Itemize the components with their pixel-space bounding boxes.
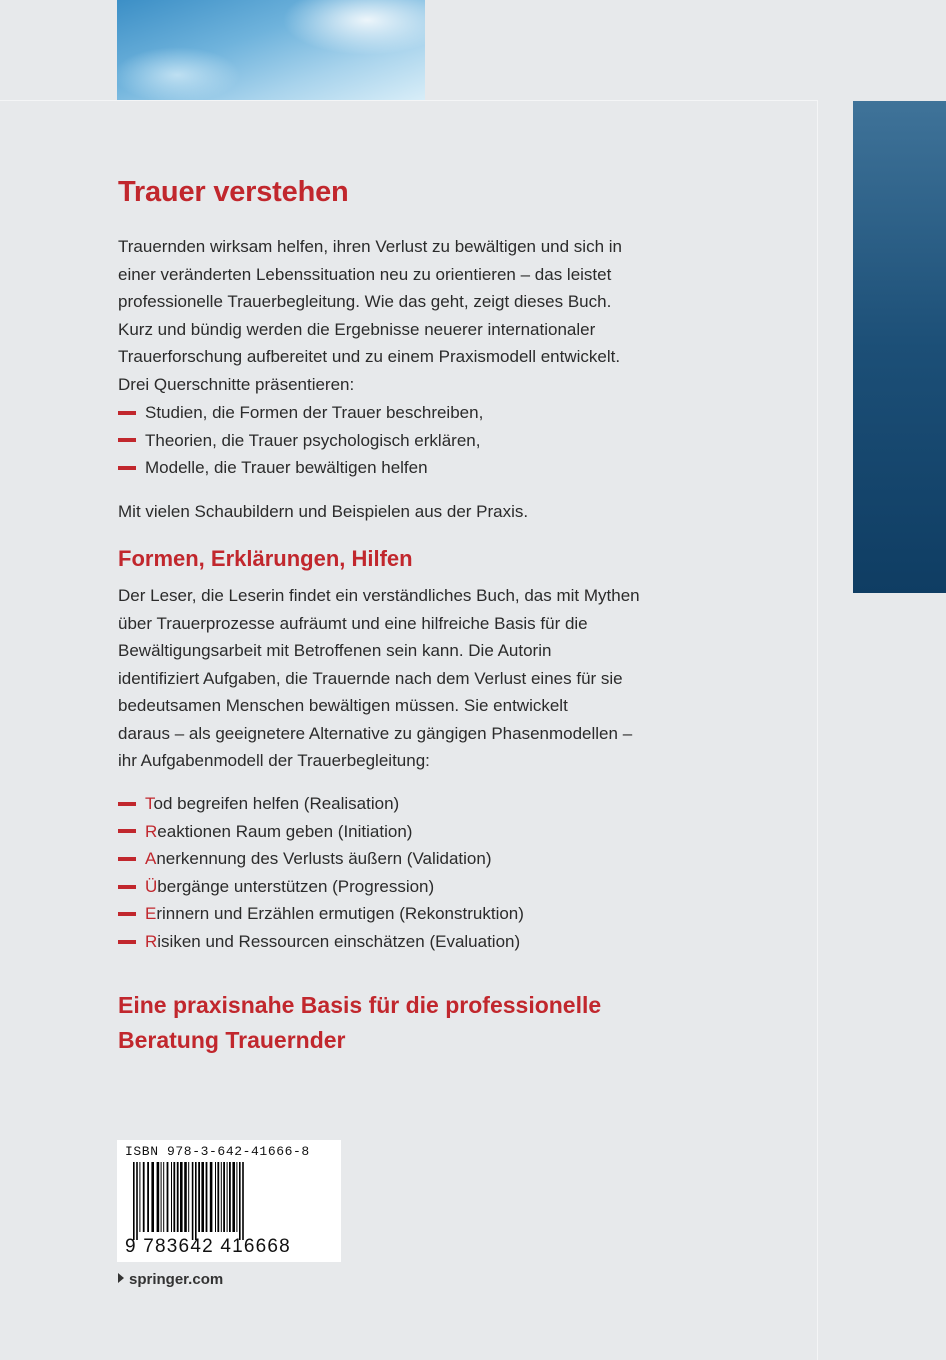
list-item: Risiken und Ressourcen einschätzen (Evaluation) — [118, 928, 524, 956]
barcode-bar — [171, 1162, 172, 1232]
list-item: Erinnern und Erzählen ermutigen (Rekonstruktion) — [118, 900, 524, 928]
barcode-bar — [147, 1162, 149, 1232]
play-arrow-icon — [118, 1273, 124, 1283]
schaubilder-note: Mit vielen Schaubildern und Beispielen aus der Praxis. — [118, 502, 529, 521]
list-item: Anerkennung des Verlusts äußern (Validation) — [118, 845, 524, 873]
barcode-bar — [232, 1162, 235, 1232]
aufgabenmodell-list — [118, 790, 524, 956]
barcode-bar — [188, 1162, 189, 1232]
body-line: Bewältigungsarbeit mit Betroffenen sein kann. Die Autorin — [118, 641, 552, 660]
heading-formen-erklaerungen-hilfen: Formen, Erklärungen, Hilfen — [118, 546, 413, 571]
barcode-bar — [167, 1162, 169, 1232]
barcode-bar — [236, 1162, 237, 1232]
list-item: Studien, die Formen der Trauer beschreiben, — [118, 399, 483, 427]
barcode-bar — [198, 1162, 200, 1232]
intro-line: professionelle Trauerbegleitung. Wie das geht, zeigt dieses Buch. — [118, 292, 612, 311]
spine-color-band — [853, 101, 946, 593]
barcode-bar — [242, 1162, 244, 1240]
list-item: Theorien, die Trauer psychologisch erklären, — [118, 427, 483, 455]
list-item: Tod begreifen helfen (Realisation) — [118, 790, 524, 818]
barcode-bar — [133, 1162, 135, 1240]
isbn-barcode — [117, 1140, 341, 1262]
barcode-bar — [163, 1162, 164, 1232]
frame-line-horizontal — [0, 100, 818, 101]
intro-line: Drei Querschnitte präsentieren: — [118, 374, 355, 394]
dash-bullet-icon — [118, 802, 136, 806]
barcode-bar — [239, 1162, 241, 1240]
dash-bullet-icon — [118, 940, 136, 944]
intro-line: einer veränderten Lebenssituation neu zu orientieren – das leistet — [118, 264, 612, 284]
list-item: Modelle, die Trauer bewältigen helfen — [118, 454, 483, 482]
list-item: Reaktionen Raum geben (Initiation) — [118, 818, 524, 846]
frame-line-vertical — [817, 100, 818, 1360]
barcode-bar — [157, 1162, 160, 1232]
barcode-bar — [180, 1162, 183, 1232]
barcode-bars — [133, 1162, 323, 1240]
dash-bullet-icon — [118, 857, 136, 861]
body-line: Der Leser, die Leserin findet ein verständliches Buch, das mit Mythen — [118, 586, 640, 605]
barcode-bar — [151, 1162, 154, 1232]
isbn-digits: 9 783642 416668 — [125, 1236, 291, 1257]
intro-paragraph — [118, 233, 678, 398]
isbn-label: ISBN 978-3-642-41666-8 — [125, 1144, 310, 1159]
barcode-bar — [229, 1162, 231, 1232]
barcode-bar — [221, 1162, 222, 1232]
heading-line: Beratung Trauernder — [118, 1027, 346, 1053]
cover-wave-image — [117, 0, 425, 101]
barcode-bar — [143, 1162, 145, 1232]
heading-trauer-verstehen: Trauer verstehen — [118, 176, 349, 208]
dash-bullet-icon — [118, 466, 136, 470]
dash-bullet-icon — [118, 438, 136, 442]
barcode-bar — [184, 1162, 187, 1232]
body-line: identifiziert Aufgaben, die Trauernde nach dem Verlust eines für sie — [118, 668, 623, 688]
barcode-bar — [161, 1162, 162, 1232]
body-line: daraus – als geeignetere Alternative zu gängigen Phasenmodellen – — [118, 723, 633, 743]
barcode-bar — [173, 1162, 175, 1232]
dash-bullet-icon — [118, 912, 136, 916]
barcode-bar — [215, 1162, 216, 1232]
heading-praxisnahe-basis — [118, 988, 758, 1058]
intro-line: Trauerforschung aufbereitet und zu einem Praxismodell entwickelt. — [118, 347, 621, 366]
barcode-bar — [227, 1162, 228, 1232]
barcode-bar — [217, 1162, 219, 1232]
body-line: ihr Aufgabenmodell der Trauerbegleitung: — [118, 751, 430, 770]
barcode-bar — [210, 1162, 213, 1232]
barcode-bar — [192, 1162, 194, 1240]
barcode-bar — [177, 1162, 179, 1232]
dash-bullet-icon — [118, 829, 136, 833]
publisher-link[interactable] — [118, 1271, 223, 1288]
dash-bullet-icon — [118, 411, 136, 415]
barcode-bar — [195, 1162, 197, 1240]
barcode-bar — [223, 1162, 225, 1232]
barcode-bar — [136, 1162, 138, 1240]
intro-line: Kurz und bündig werden die Ergebnisse neuerer internationaler — [118, 319, 596, 339]
publisher-link-label: springer.com — [129, 1271, 224, 1288]
list-item: Übergänge unterstützen (Progression) — [118, 873, 524, 901]
querschnitte-list — [118, 399, 483, 482]
dash-bullet-icon — [118, 885, 136, 889]
heading-line: Eine praxisnahe Basis für die professionelle — [118, 992, 602, 1018]
barcode-bar — [206, 1162, 208, 1232]
body-line: über Trauerprozesse aufräumt und eine hilfreiche Basis für die — [118, 613, 588, 633]
barcode-bar — [139, 1162, 140, 1232]
body-line: bedeutsamen Menschen bewältigen müssen. Sie entwickelt — [118, 696, 568, 715]
intro-line: Trauernden wirksam helfen, ihren Verlust zu bewältigen und sich in — [118, 237, 622, 256]
body-paragraph — [118, 582, 718, 775]
barcode-bar — [201, 1162, 204, 1232]
